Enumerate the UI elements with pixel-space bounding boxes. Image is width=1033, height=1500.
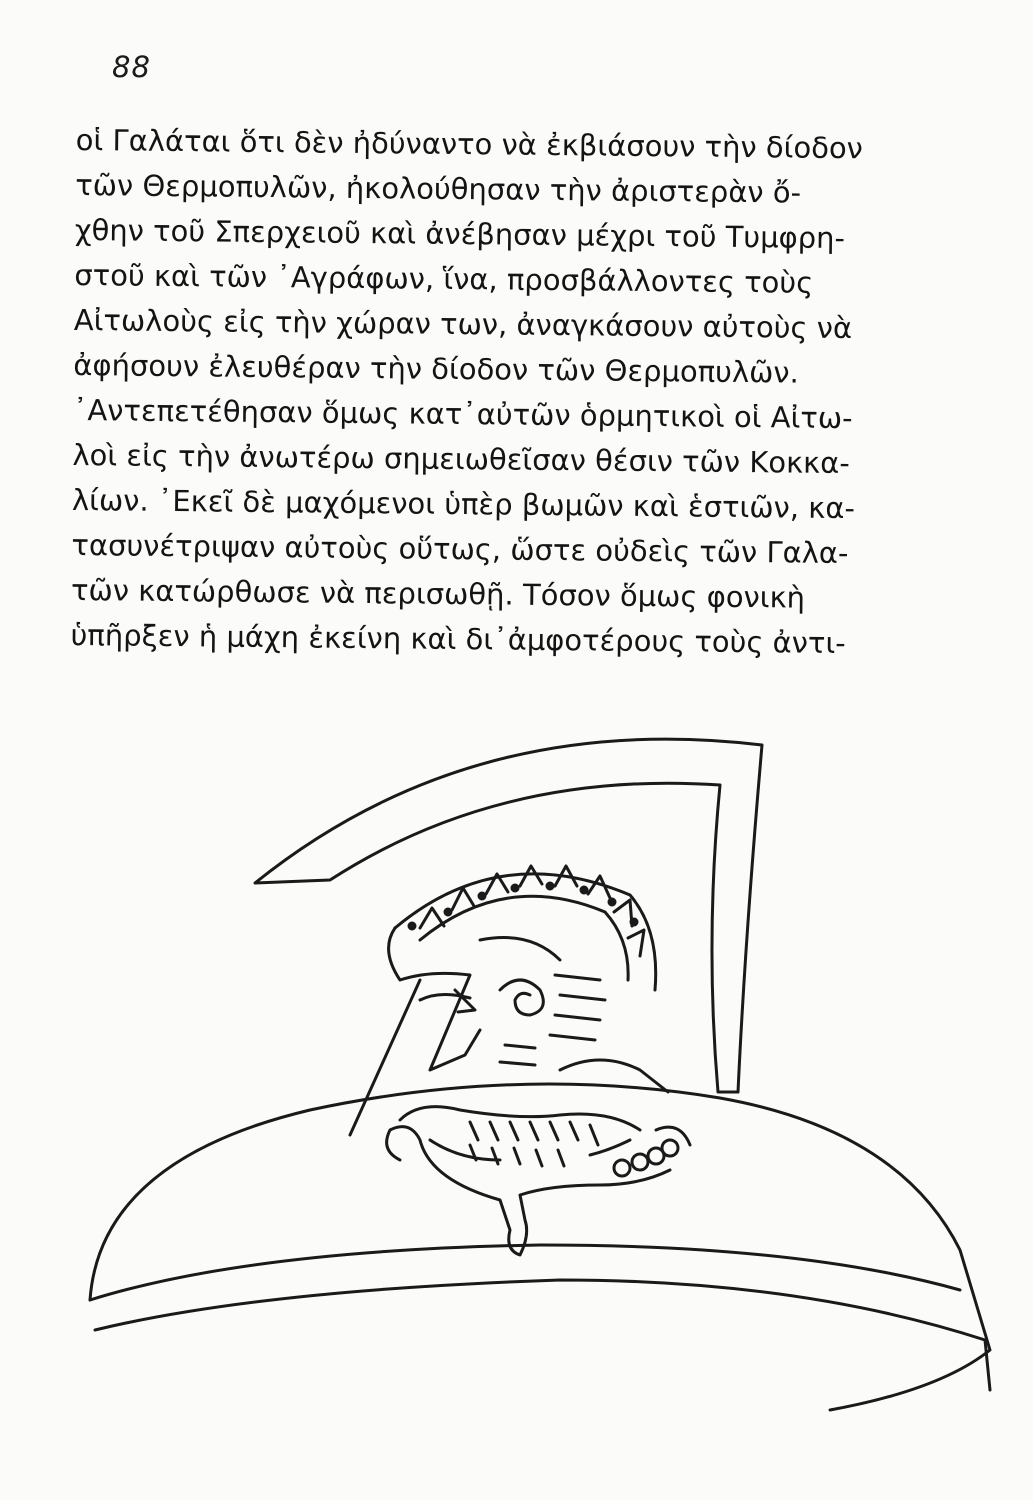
text-line: ᾿Αντεπετέθησαν ὅμως κατ᾿αὐτῶν ὁρμητικοὶ οἱ Αἰτω-	[72, 392, 853, 436]
text-line: χθην τοῦ Σπερχειοῦ καὶ ἀνέβησαν μέχρι τοῦ Τυμφρη-	[74, 212, 846, 256]
text-line: Αἰτωλοὺς εἰς τὴν χώραν των, ἀναγκάσουν αὐτοὺς νὰ	[73, 302, 853, 346]
text-line: τῶν Θερμοπυλῶν, ἠκολούθησαν τὴν ἀριστερὰν ὄ-	[75, 167, 802, 210]
page-number: 88	[112, 50, 151, 84]
text-line: τῶν κατώρθωσε νὰ περισωθῇ. Τόσον ὅμως φονικὴ	[70, 572, 806, 615]
helmet-face	[389, 928, 480, 1070]
text-line: λοὶ εἰς τὴν ἀνωτέρω σημειωθεῖσαν θέσιν τῶν Κοκκα-	[72, 437, 851, 481]
shield-rim	[90, 1084, 990, 1410]
text-line: τασυνέτριψαν αὐτοὺς οὕτως, ὥστε οὐδεὶς τῶν Γαλα-	[71, 527, 849, 571]
body-text	[70, 118, 976, 667]
text-line: ἀφήσουν ἐλευθέραν τὴν δίοδον τῶν Θερμοπυλῶν.	[73, 347, 799, 390]
helmet-cheek-spiral	[500, 980, 543, 1015]
helmet-decorative-band	[395, 866, 656, 990]
text-line: λίων. ᾿Εκεῖ δὲ μαχόμενοι ὑπὲρ βωμῶν καὶ ἑστιῶν, κα-	[71, 482, 856, 526]
helmet-shield-illustration	[0, 690, 1033, 1500]
text-line: στοῦ καὶ τῶν ᾿Αγράφων, ἵνα, προσβάλλοντες τοὺς	[74, 257, 814, 300]
text-line: οἱ Γαλάται ὅτι δὲν ἠδύναντο νὰ ἐκβιάσουν τὴν δίοδον	[75, 122, 864, 166]
helmet-crest	[255, 739, 762, 1092]
text-line: ὑπῆρξεν ἡ μάχη ἐκείνη καὶ δι᾿ἀμφοτέρους τοὺς ἀντι-	[70, 617, 846, 661]
serpent-emblem	[387, 1107, 690, 1255]
